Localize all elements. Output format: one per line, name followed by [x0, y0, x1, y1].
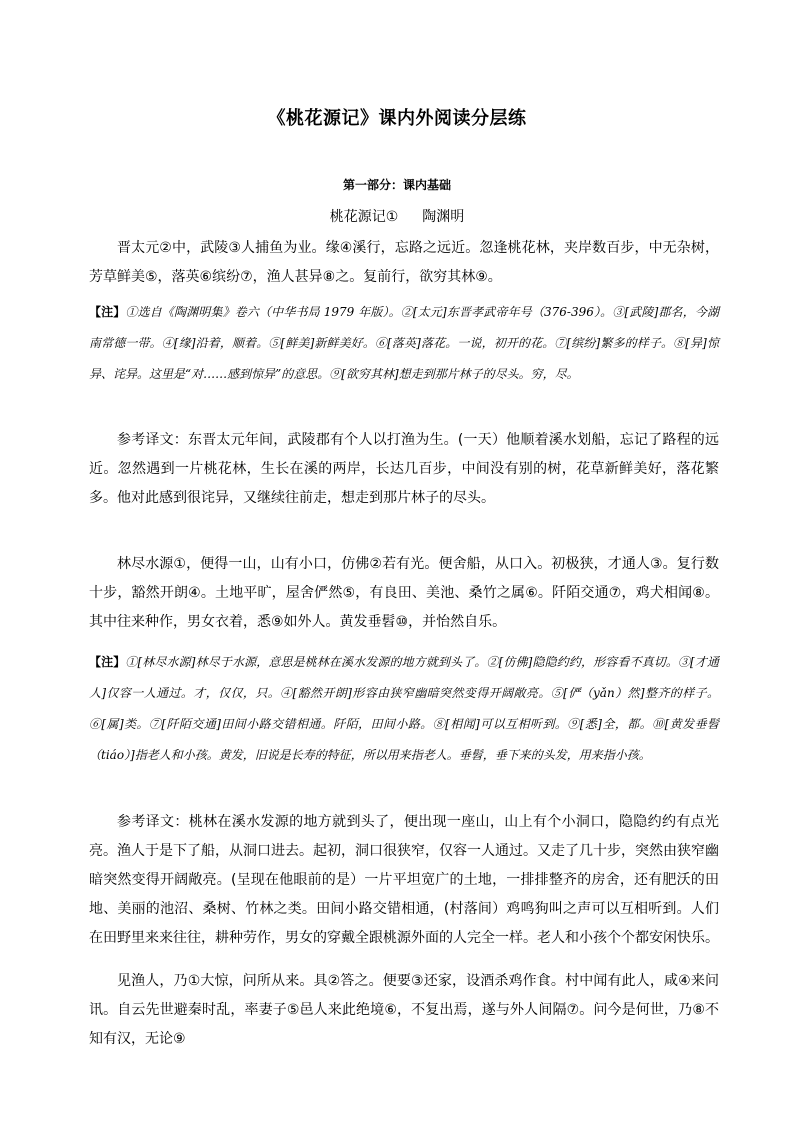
author-name: 陶渊明 — [422, 209, 465, 225]
section-heading: 第一部分：课内基础 — [342, 178, 451, 192]
annotation-block-2 — [89, 647, 719, 771]
work-title: 桃花源记① — [329, 209, 399, 225]
classical-text-paragraph-2: 林尽水源①，便得一山，山有小口，仿佛②若有光。便舍船，从口入。初极狭，才通人③。复行数十步，豁然开朗④。土地平旷，屋舍俨然⑤，有良田、美池、桑竹之属⑥。阡陌交通⑦，鸡犬相闻⑧。其中往来种作，男女衣着，悉⑨如外人。黄发垂髫⑩，并怡然自乐。 — [89, 556, 719, 630]
translation-paragraph-1: 参考译文：东晋太元年间，武陵郡有个人以打渔为生。(一天）他顺着溪水划船，忘记了路程的远近。忽然遇到一片桃花林，生长在溪的两岸，长达几百步，中间没有别的树，花草新鲜美好，落花繁多。他对此感到很诧异，又继续往前走，想走到那片林子的尽头。 — [89, 432, 719, 506]
work-title-line — [0, 206, 794, 226]
annotation-block-1 — [89, 297, 719, 390]
document-title: 《桃花源记》课内外阅读分层练 — [267, 108, 527, 129]
classical-text-paragraph-1: 晋太元②中，武陵③人捕鱼为业。缘④溪行，忘路之远近。忽逢桃花林，夹岸数百步，中无杂树，芳草鲜美⑤，落英⑥缤纷⑦，渔人甚异⑧之。复前行，欲穷其林⑨。 — [89, 240, 719, 285]
annotation-text-1: ①选自《陶渊明集》卷六（中华书局 1979 年版）。②[太元]东晋孝武帝年号（376-396）。③[武陵]郡名，今湖南常德一带。④[缘]沿着，顺着。⑤[鲜美]新鲜美好。⑥[落英]落花。一说，初开的花。⑦[缤纷]繁多的样子。⑧[异]惊异、诧异。这里是“对……感到惊异”的意思。⑨[欲穷其林]想走到那片林子的尽头。穷，尽。 — [89, 305, 719, 381]
note-tag: 【注】 — [89, 655, 126, 669]
translation-paragraph-2: 参考译文：桃林在溪水发源的地方就到头了，便出现一座山，山上有个小洞口，隐隐约约有点光亮。渔人于是下了船，从洞口进去。起初，洞口很狭窄，仅容一人通过。又走了几十步，突然由狭窄幽暗突然变得开阔敞亮。(呈现在他眼前的是）一片平坦宽广的土地，一排排整齐的房舍，还有肥沃的田地、美丽的池沼、桑树、竹林之类。田间小路交错相通，(村落间）鸡鸣狗叫之声可以互相听到。人们在田野里来来往往，耕种劳作，男女的穿戴全跟桃源外面的人完全一样。老人和小孩个个都安闲快乐。 — [89, 814, 719, 946]
classical-text-paragraph-3: 见渔人，乃①大惊，问所从来。具②答之。便要③还家，设酒杀鸡作食。村中闻有此人，咸④来问讯。自云先世避秦时乱，率妻子⑤邑人来此绝境⑥，不复出焉，遂与外人间隔⑦。问今是何世，乃⑧不知有汉，无论⑨ — [89, 973, 719, 1047]
annotation-text-2: ①[林尽水源]林尽于水源，意思是桃林在溪水发源的地方就到头了。②[仿佛]隐隐约约，形容看不真切。③[才通人]仅容一人通过。才，仅仅，只。④[豁然开朗]形容由狭窄幽暗突然变得开阔敞亮。⑤[俨（yǎn）然]整齐的样子。⑥[属]类。⑦[阡陌交通]田间小路交错相通。阡陌，田间小路。⑧[相闻]可以互相听到。⑨[悉]全，都。⑩[黄发垂髫（tiáo）]指老人和小孩。黄发，旧说是长寿的特征，所以用来指老人。垂髫，垂下来的头发，用来指小孩。 — [89, 655, 719, 762]
note-tag: 【注】 — [89, 305, 126, 319]
